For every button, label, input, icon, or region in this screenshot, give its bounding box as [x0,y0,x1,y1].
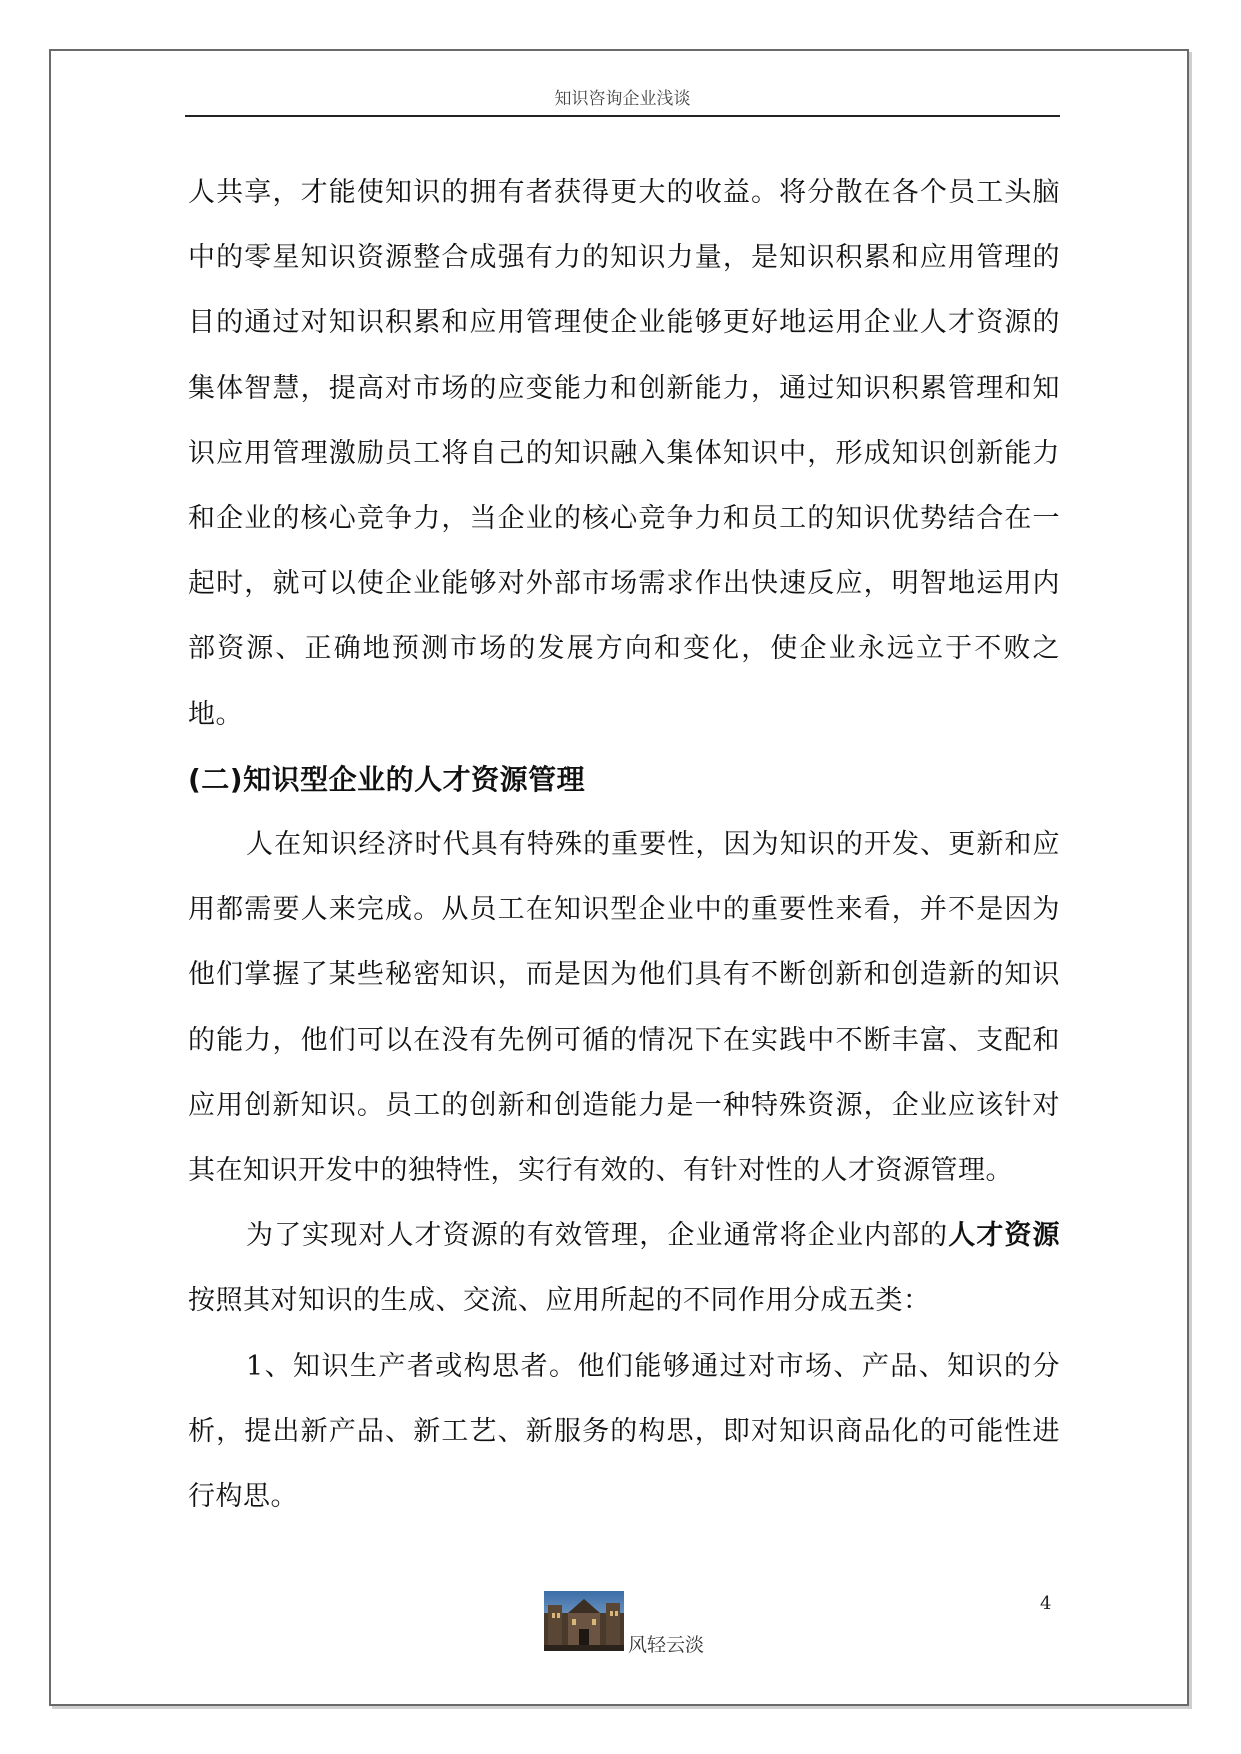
paragraph-continuation: 人共享，才能使知识的拥有者获得更大的收益。将分散在各个员工头脑中的零星知识资源整合成强有力的知识力量，是知识积累和应用管理的目的通过对知识积累和应用管理使企业能够更好地运用企业人才资源的集体智慧，提高对市场的应变能力和创新能力，通过知识积累管理和知识应用管理激励员工将自己的知识融入集体知识中，形成知识创新能力和企业的核心竞争力，当企业的核心竞争力和员工的知识优势结合在一起时，就可以使企业能够对外部市场需求作出快速反应，明智地运用内部资源、正确地预测市场的发展方向和变化，使企业永远立于不败之地。 [188,177,1060,730]
footer-caption: 风轻云淡 [628,1634,705,1656]
page-number: 4 [1040,1593,1052,1614]
paragraph-importance: 人在知识经济时代具有特殊的重要性，因为知识的开发、更新和应用都需要人来完成。从员工在知识型企业中的重要性来看，并不是因为他们掌握了某些秘密知识，而是因为他们具有不断创新和创造新的知识的能力，他们可以在没有先例可循的情况下在实践中不断丰富、支配和应用创新知识。员工的创新和创造能力是一种特殊资源，企业应该针对其在知识开发中的独特性，实行有效的、有针对性的人才资源管理。 [188,829,1060,1187]
text-run: 为了实现对人才资源的有效管理，企业通常将企业内部的 [246,1220,949,1252]
text-run: 按照其对知识的生成、交流、应用所起的不同作用分成五类： [188,1285,931,1317]
building-photo [544,1591,624,1651]
paragraph-item-1: 1、知识生产者或构思者。他们能够通过对市场、产品、知识的分析，提出新产品、新工艺、新服务的构思，即对知识商品化的可能性进行构思。 [188,1350,1060,1513]
section-heading: (二)知识型企业的人才资源管理 [188,762,586,796]
paragraph-classification [188,1203,1060,1333]
bold-term: 人才资源 [948,1220,1061,1252]
running-header: 知识咨询企业浅谈 [554,89,691,109]
header-rule [185,115,1060,117]
document-body [188,160,1060,1529]
